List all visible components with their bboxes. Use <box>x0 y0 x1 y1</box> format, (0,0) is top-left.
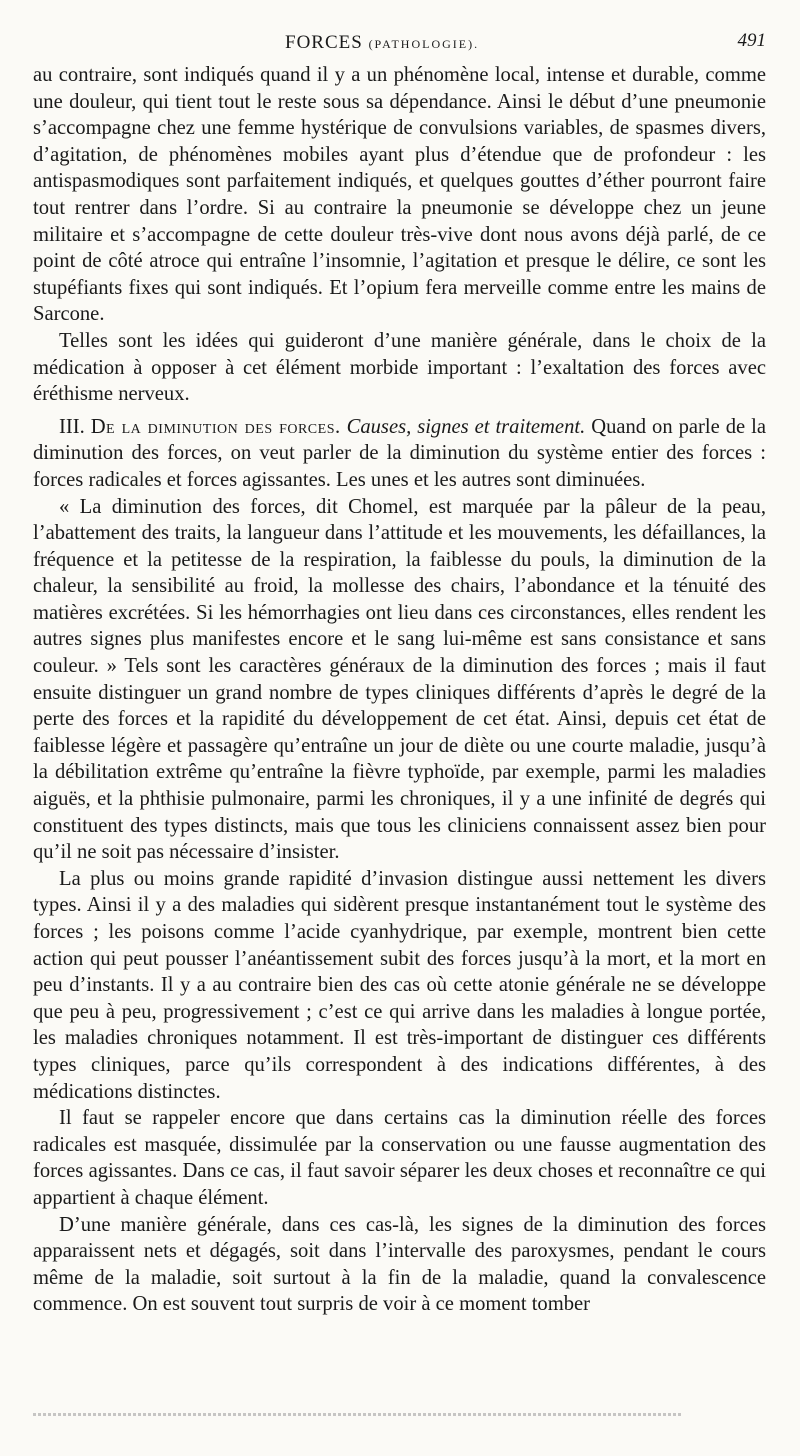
paragraph-1: au contraire, sont indiqués quand il y a un phénomène local, intense et durable, comme une douleur, qui tient tout le reste sous sa dépendance. Ainsi le début d’une pneumonie s’accompagne chez une femme hystérique de convulsions variables, de spasmes divers, d’agitation, de phénomènes mobiles ayant plus d’étendue que de profondeur : les antispasmodiques sont parfaitement indiqués, et quelques gouttes d’éther pourront faire tout rentrer dans l’ordre. Si au contraire la pneumonie se développe chez un jeune militaire et s’accompagne de cette douleur très-vive dont nous avons déjà parlé, de ce point de côté atroce qui entraîne l’insomnie, l’agitation et presque le délire, ce sont les stupéfiants fixes qui sont indiqués. Et l’opium fera merveille comme entre les mains de Sarcone. <box>33 64 766 326</box>
section-number: III. <box>59 415 85 438</box>
body-text <box>33 62 766 1318</box>
page-number: 491 <box>737 30 766 51</box>
paragraph-5: La plus ou moins grande rapidité d’invasion distingue aussi nettement les divers types. Ainsi il y a des maladies qui sidèrent presque instantanément tout le système des forces ; les poisons comme l’acide cyanhydrique, par exemple, montrent bien cette action qui peut pousser l’anéantissement subit des forces jusqu’à la mort, et la mort en peu d’instants. Il y a au contraire bien des cas où cette atonie générale ne se développe que peu à peu, progressivement ; c’est ce qui arrive dans les maladies à longue portée, les maladies chroniques notamment. Il est très-important de distinguer ces différents types cliniques, parce qu’ils correspondent à des indications différentes, à des médications distinctes. <box>33 867 766 1103</box>
running-title-main: FORCES <box>285 32 363 53</box>
paragraph-4: « La diminution des forces, dit Chomel, est marquée par la pâleur de la peau, l’abattement des traits, la langueur dans l’attitude et les mouvements, les défaillances, la fréquence et la petitesse de la respiration, la faiblesse du pouls, la diminution de la chaleur, la sensibilité au froid, la mollesse des chairs, l’abondance et la ténuité des matières excrétées. Si les hémorrhagies ont lieu dans ces circonstances, elles rendent les autres signes plus manifestes encore et le sang lui-même est sans consistance et sans couleur. » Tels sont les caractères généraux de la diminution des forces ; mais il faut ensuite distinguer un grand nombre de types cliniques différents d’après le degré de la perte des forces et la rapidité du développement de cet état. Ainsi, depuis cet état de faiblesse légère et passagère qu’entraîne un jour de diète ou une courte maladie, jusqu’à la débilitation extrême qu’entraîne la fièvre typhoïde, par exemple, parmi les maladies aiguës, et la phthisie pulmonaire, parmi les chroniques, il y a une infinité de degrés qui constituent des types distincts, mais que tous les cliniciens connaissent assez bien pour qu’il ne soit pas nécessaire d’insister. <box>33 495 766 864</box>
section-subheading: Causes, signes et traitement. <box>346 415 586 438</box>
section-heading: De la diminution des forces. <box>90 415 341 438</box>
section-paragraph <box>33 414 766 494</box>
paragraph-7: D’une manière générale, dans ces cas-là, les signes de la diminution des forces apparaissent nets et dégagés, soit dans l’intervalle des paroxysmes, pendant le cours même de la maladie, soit surtout à la fin de la maladie, quand la convalescence commence. On est souvent tout surpris de voir à ce moment tomber <box>33 1213 766 1316</box>
footer-rule <box>33 1413 681 1416</box>
paragraph-6: Il faut se rappeler encore que dans certains cas la diminution réelle des forces radicales est masquée, dissimulée par la conservation ou une fausse augmentation des forces agissantes. Dans ce cas, il faut savoir séparer les deux choses et reconnaître ce qui appartient à chaque élément. <box>33 1107 766 1209</box>
running-title-sub: (PATHOLOGIE). <box>368 37 480 51</box>
running-title <box>285 32 479 54</box>
running-header <box>0 30 800 60</box>
section-text: Quand on parle de la diminution des forces, on veut parler de la diminution du système entier des forces : forces radicales et forces agissantes. Les unes et les autres sont diminuées. <box>33 415 766 491</box>
paragraph-2: Telles sont les idées qui guideront d’une manière générale, dans le choix de la médication à opposer à cet élément morbide important : l’exaltation des forces avec éréthisme nerveux. <box>33 329 766 406</box>
